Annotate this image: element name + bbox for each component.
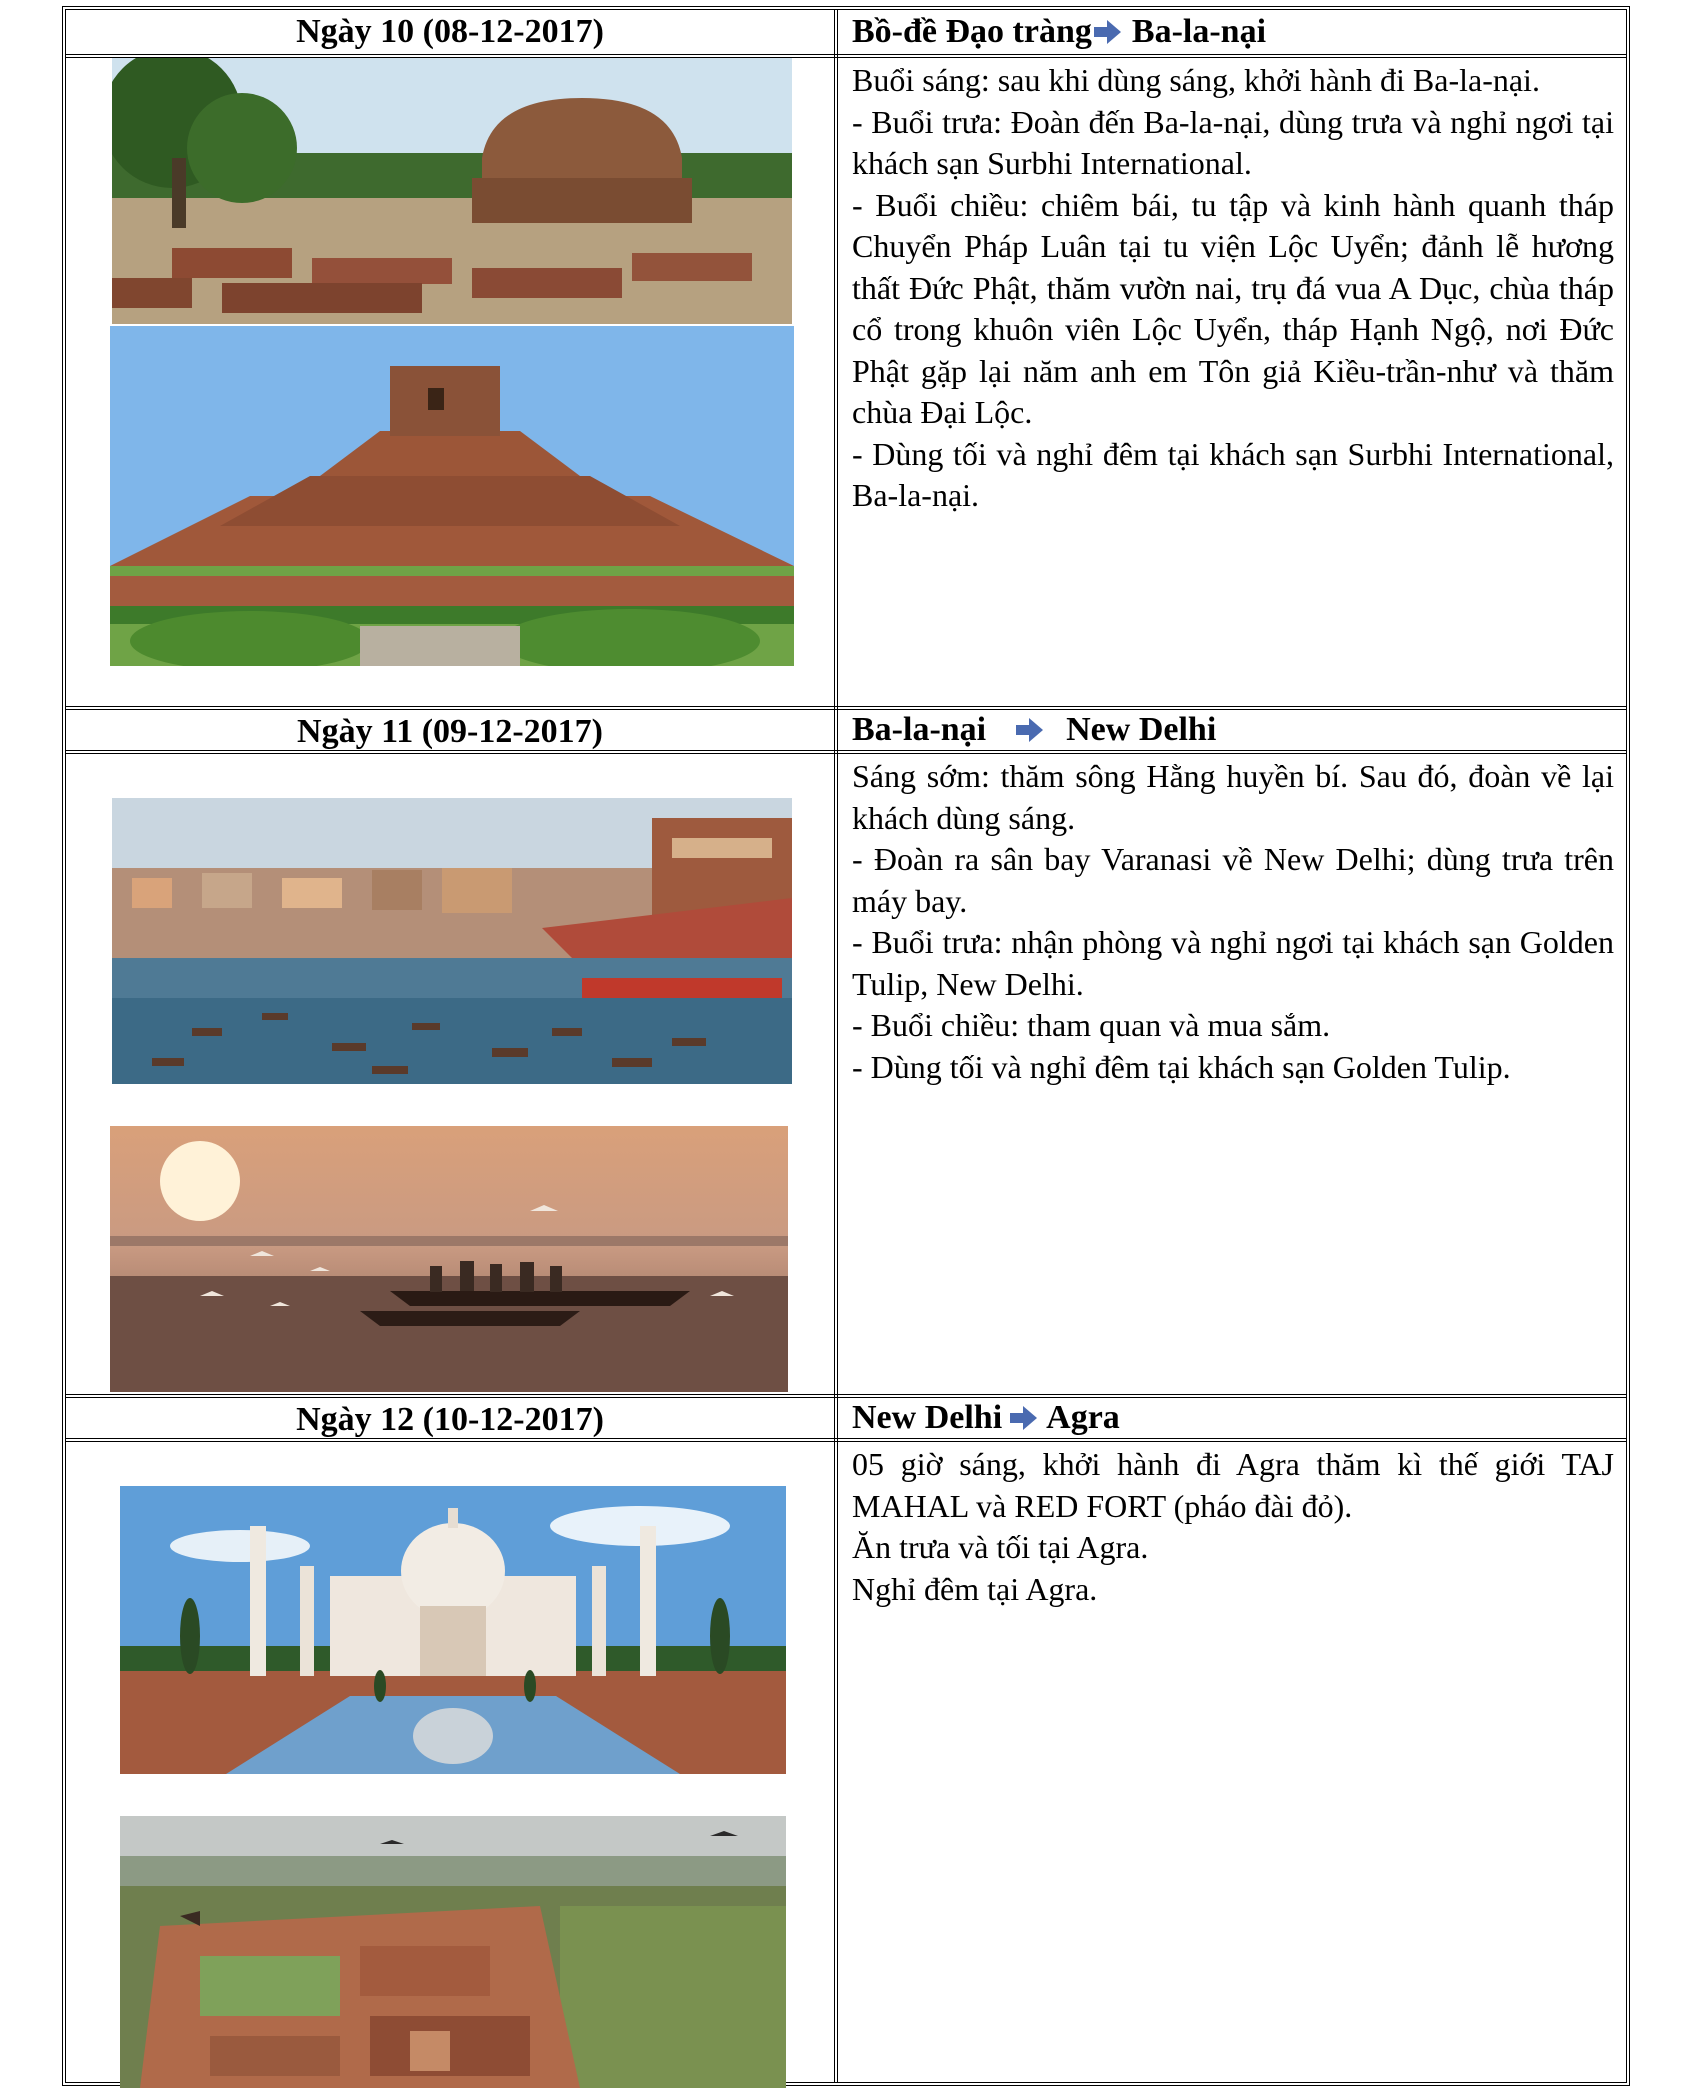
ganges-sunrise-boat-photo <box>110 1126 788 1392</box>
itinerary-table <box>62 6 1630 2086</box>
right-arrow-icon <box>1016 718 1044 742</box>
right-arrow-icon <box>1094 20 1122 44</box>
ganges-ghats-photo <box>112 798 792 1084</box>
day-description <box>838 754 1628 1392</box>
route-to: Agra <box>1046 1399 1120 1436</box>
day-description <box>838 58 1628 704</box>
route-to: New Delhi <box>1066 711 1217 748</box>
route-from: Ba-la-nại <box>852 711 987 748</box>
route-from: New Delhi <box>852 1399 1003 1436</box>
red-fort-aerial-photo <box>120 1816 786 2088</box>
day-label: Ngày 10 (08-12-2017) <box>296 13 604 50</box>
dhamek-stupa-photo <box>110 326 794 666</box>
paragraph: Ăn trưa và tối tại Agra. <box>852 1529 1149 1565</box>
day-label: Ngày 12 (10-12-2017) <box>296 1401 604 1438</box>
paragraph: 05 giờ sáng, khởi hành đi Agra thăm kì thế giới TAJ MAHAL và RED FORT (pháo đài đỏ). <box>852 1446 1614 1524</box>
paragraph: - Đoàn ra sân bay Varanasi về New Delhi; dùng trưa trên máy bay. <box>852 841 1614 919</box>
paragraph: - Buổi trưa: nhận phòng và nghỉ ngơi tại khách sạn Golden Tulip, New Delhi. <box>852 924 1614 1002</box>
route-header <box>838 10 1628 54</box>
paragraph: - Buổi trưa: Đoàn đến Ba-la-nại, dùng trưa và nghỉ ngơi tại khách sạn Surbhi International. <box>852 103 1614 181</box>
paragraph: Nghỉ đêm tại Agra. <box>852 1570 1098 1607</box>
day-description <box>838 1442 1628 2082</box>
paragraph: - Dùng tối và nghỉ đêm tại khách sạn Surbhi International, Ba-la-nại. <box>852 435 1614 513</box>
day-label: Ngày 11 (09-12-2017) <box>297 713 603 750</box>
paragraph: - Buổi chiều: tham quan và mua sắm. <box>852 1007 1331 1043</box>
paragraph: - Buổi chiều: chiêm bái, tu tập và kinh hành quanh tháp Chuyển Pháp Luân tại tu viện Lộc Uyển; đảnh lễ hương thất Đức Phật, thăm vườn nai, trụ đá vua A Dục, chùa tháp cổ trong khuôn viên Lộc Uyển, tháp Hạnh Ngộ, nơi Đức Phật gặp lại năm anh em Tôn giả Kiều-trần-như và thăm chùa Đại Lộc. <box>852 186 1614 430</box>
route-to: Ba-la-nại <box>1131 13 1267 50</box>
paragraph: - Dùng tối và nghỉ đêm tại khách sạn Golden Tulip. <box>852 1048 1511 1085</box>
paragraph: Buổi sáng: sau khi dùng sáng, khởi hành đi Ba-la-nại. <box>852 62 1540 98</box>
route-header <box>838 710 1628 750</box>
route-header <box>838 1398 1628 1438</box>
stupa-ruins-photo <box>112 58 792 324</box>
paragraph: Sáng sớm: thăm sông Hằng huyền bí. Sau đó, đoàn về lại khách dùng sáng. <box>852 758 1614 836</box>
route-from: Bồ-đề Đạo tràng <box>852 13 1092 50</box>
taj-mahal-photo <box>120 1486 786 1774</box>
right-arrow-icon <box>1010 1406 1038 1430</box>
